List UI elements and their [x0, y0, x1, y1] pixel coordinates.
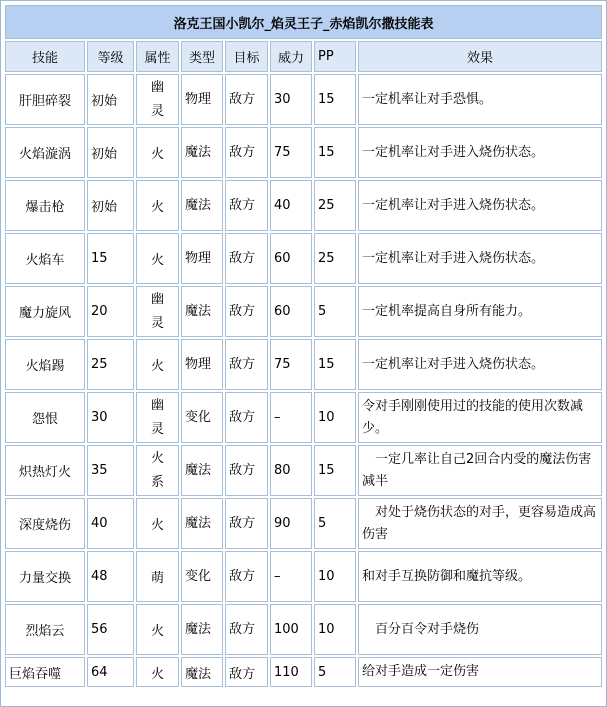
pp-cell: 10: [314, 604, 356, 655]
table-row: [5, 286, 602, 337]
header-level: 等级: [87, 41, 134, 72]
table-body: [5, 74, 602, 687]
power-cell: –: [270, 392, 312, 443]
pp-cell: 15: [314, 74, 356, 125]
skill-name-cell: 力量交换: [5, 551, 85, 602]
target-cell: 敌方: [225, 445, 268, 496]
target-cell: 敌方: [225, 286, 268, 337]
table-header-row: [5, 41, 602, 72]
level-cell: 初始: [87, 74, 134, 125]
skill-name-cell: 火焰车: [5, 233, 85, 284]
level-cell: 30: [87, 392, 134, 443]
pp-cell: 5: [314, 286, 356, 337]
header-name: 技能: [5, 41, 85, 72]
attribute-cell: 火: [136, 498, 179, 549]
header-type: 类型: [181, 41, 223, 72]
type-cell: 物理: [181, 74, 223, 125]
type-cell: 物理: [181, 339, 223, 390]
attribute-cell: 幽灵: [136, 286, 179, 337]
skill-name-cell: 巨焰吞噬: [5, 657, 85, 687]
table-row: [5, 498, 602, 549]
target-cell: 敌方: [225, 74, 268, 125]
header-attr: 属性: [136, 41, 179, 72]
attribute-cell: 火: [136, 339, 179, 390]
skill-name-cell: 炽热灯火: [5, 445, 85, 496]
effect-cell: 对处于烧伤状态的对手，更容易造成高伤害: [358, 498, 602, 549]
level-cell: 35: [87, 445, 134, 496]
pp-cell: 5: [314, 657, 356, 687]
table-title: 洛克王国小凯尔_焰灵王子_赤焰凯尔撒技能表: [5, 5, 602, 39]
type-cell: 变化: [181, 551, 223, 602]
pp-cell: 5: [314, 498, 356, 549]
table-row: [5, 233, 602, 284]
attribute-cell: 幽灵: [136, 392, 179, 443]
type-cell: 魔法: [181, 127, 223, 178]
table-row: [5, 127, 602, 178]
table-row: [5, 604, 602, 655]
type-cell: 魔法: [181, 657, 223, 687]
effect-cell: 一定机率提高自身所有能力。: [358, 286, 602, 337]
attribute-cell: 火: [136, 180, 179, 231]
skill-name-cell: 深度烧伤: [5, 498, 85, 549]
power-cell: 40: [270, 180, 312, 231]
power-cell: 30: [270, 74, 312, 125]
effect-cell: 一定机率让对手进入烧伤状态。: [358, 180, 602, 231]
power-cell: –: [270, 551, 312, 602]
pp-cell: 15: [314, 339, 356, 390]
type-cell: 魔法: [181, 498, 223, 549]
skill-name-cell: 烈焰云: [5, 604, 85, 655]
target-cell: 敌方: [225, 551, 268, 602]
power-cell: 75: [270, 339, 312, 390]
target-cell: 敌方: [225, 180, 268, 231]
table-row: [5, 180, 602, 231]
level-cell: 25: [87, 339, 134, 390]
target-cell: 敌方: [225, 233, 268, 284]
type-cell: 魔法: [181, 445, 223, 496]
pp-cell: 15: [314, 127, 356, 178]
level-cell: 初始: [87, 180, 134, 231]
effect-cell: 令对手刚刚使用过的技能的使用次数减少。: [358, 392, 602, 443]
power-cell: 60: [270, 233, 312, 284]
effect-cell: 一定机率让对手进入烧伤状态。: [358, 339, 602, 390]
header-target: 目标: [225, 41, 268, 72]
attribute-cell: 火系: [136, 445, 179, 496]
level-cell: 40: [87, 498, 134, 549]
level-cell: 56: [87, 604, 134, 655]
skill-name-cell: 魔力旋风: [5, 286, 85, 337]
pp-cell: 10: [314, 392, 356, 443]
level-cell: 20: [87, 286, 134, 337]
pp-cell: 10: [314, 551, 356, 602]
attribute-cell: 萌: [136, 551, 179, 602]
effect-cell: 百分百令对手烧伤: [358, 604, 602, 655]
target-cell: 敌方: [225, 604, 268, 655]
level-cell: 15: [87, 233, 134, 284]
skill-name-cell: 火焰漩涡: [5, 127, 85, 178]
pp-cell: 25: [314, 180, 356, 231]
power-cell: 75: [270, 127, 312, 178]
level-cell: 初始: [87, 127, 134, 178]
effect-cell: 一定机率让对手恐惧。: [358, 74, 602, 125]
type-cell: 魔法: [181, 180, 223, 231]
table-row: [5, 74, 602, 125]
skill-name-cell: 火焰踢: [5, 339, 85, 390]
header-effect: 效果: [358, 41, 602, 72]
effect-cell: 和对手互换防御和魔抗等级。: [358, 551, 602, 602]
type-cell: 魔法: [181, 604, 223, 655]
skill-name-cell: 怨恨: [5, 392, 85, 443]
type-cell: 物理: [181, 233, 223, 284]
effect-cell: 一定机率让对手进入烧伤状态。: [358, 127, 602, 178]
power-cell: 110: [270, 657, 312, 687]
power-cell: 60: [270, 286, 312, 337]
type-cell: 魔法: [181, 286, 223, 337]
skill-table: [3, 3, 604, 689]
effect-cell: 给对手造成一定伤害: [358, 657, 602, 687]
power-cell: 80: [270, 445, 312, 496]
table-row: [5, 657, 602, 687]
attribute-cell: 火: [136, 127, 179, 178]
skill-name-cell: 爆击枪: [5, 180, 85, 231]
attribute-cell: 火: [136, 604, 179, 655]
power-cell: 90: [270, 498, 312, 549]
type-cell: 变化: [181, 392, 223, 443]
pp-cell: 15: [314, 445, 356, 496]
table-row: [5, 445, 602, 496]
table-row: [5, 339, 602, 390]
attribute-cell: 火: [136, 233, 179, 284]
header-power: 威力: [270, 41, 312, 72]
pp-cell: 25: [314, 233, 356, 284]
table-row: [5, 392, 602, 443]
skill-name-cell: 肝胆碎裂: [5, 74, 85, 125]
header-pp: PP: [314, 41, 356, 72]
level-cell: 64: [87, 657, 134, 687]
effect-cell: 一定几率让自己2回合内受的魔法伤害减半: [358, 445, 602, 496]
table-row: [5, 551, 602, 602]
target-cell: 敌方: [225, 339, 268, 390]
target-cell: 敌方: [225, 392, 268, 443]
level-cell: 48: [87, 551, 134, 602]
attribute-cell: 幽灵: [136, 74, 179, 125]
target-cell: 敌方: [225, 127, 268, 178]
power-cell: 100: [270, 604, 312, 655]
target-cell: 敌方: [225, 657, 268, 687]
target-cell: 敌方: [225, 498, 268, 549]
attribute-cell: 火: [136, 657, 179, 687]
effect-cell: 一定机率让对手进入烧伤状态。: [358, 233, 602, 284]
